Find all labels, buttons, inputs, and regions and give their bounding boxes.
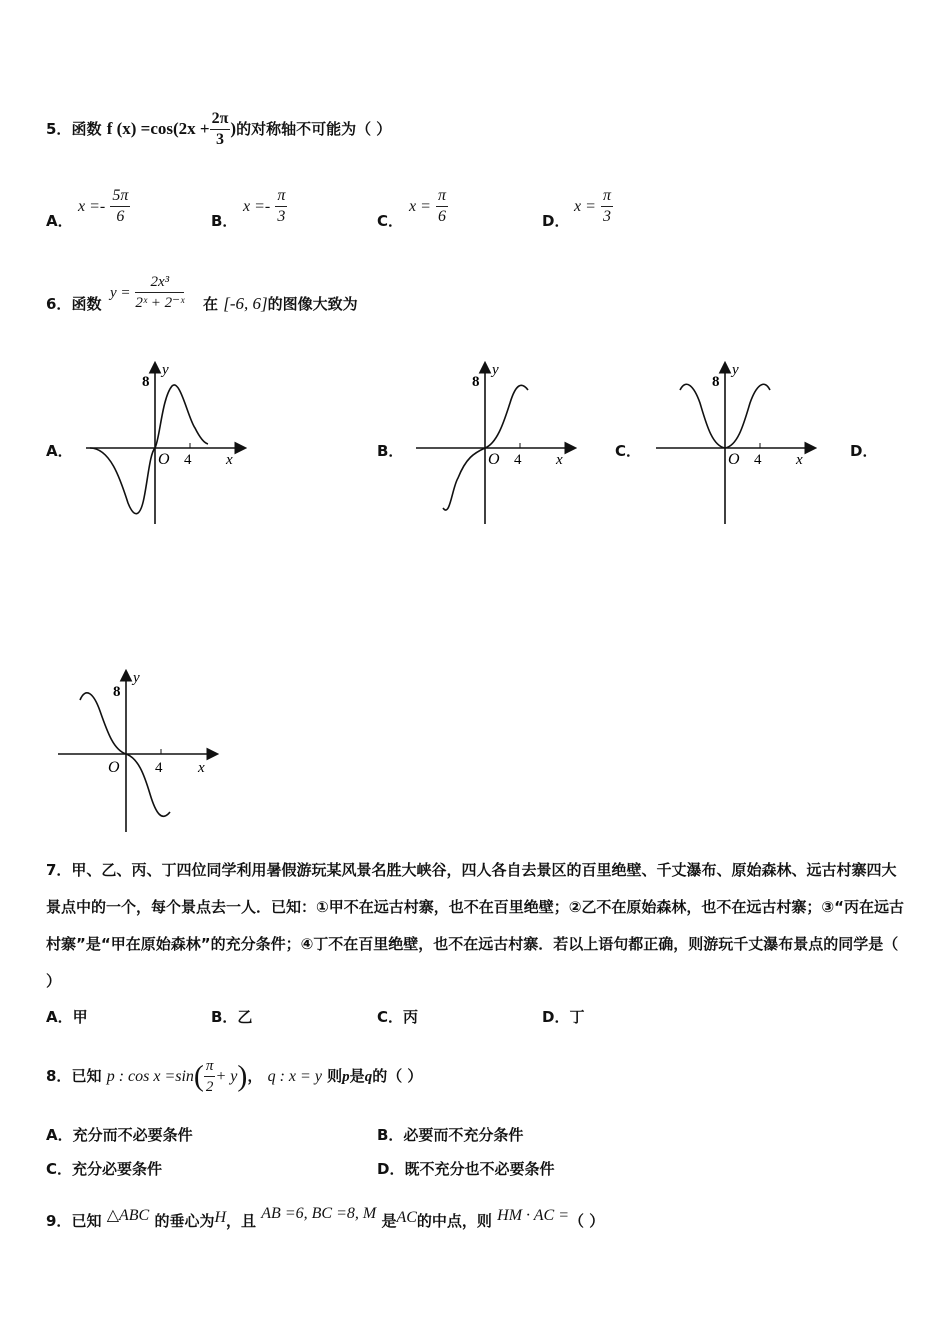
q9-number: 9． — [46, 1212, 72, 1230]
q5-lead: 函数 — [71, 120, 102, 138]
q8-option-d[interactable]: D．既不充分也不必要条件 — [377, 1160, 555, 1178]
q5-option-c-math — [409, 186, 448, 227]
q6-option-a-label: A． — [46, 442, 73, 460]
q5-option-d-frac — [601, 186, 613, 227]
q8-tail1: 则 — [327, 1067, 343, 1085]
q8-fraction — [204, 1056, 216, 1097]
q5-fraction — [210, 109, 231, 150]
q5-option-d-lhs: x = — [574, 198, 596, 215]
q5-option-a-num: 5π — [110, 186, 130, 207]
x-tick-label: 4 — [155, 760, 163, 776]
x-label: x — [198, 760, 205, 776]
q8-tail3: 的（ ） — [372, 1067, 423, 1085]
q9-expr: HM · AC = — [497, 1207, 569, 1224]
q8-q: q — [364, 1069, 373, 1085]
q8-option-c[interactable]: C．充分必要条件 — [46, 1160, 163, 1178]
y-label: y — [162, 362, 169, 378]
q5-option-a-lhs: x =- — [78, 198, 106, 215]
q9-t5: （ ） — [569, 1212, 605, 1230]
q5-option-d-num: π — [601, 186, 613, 207]
q5-option-c-label: C． — [377, 212, 404, 230]
q6-num: 2x³ — [135, 272, 184, 293]
q6-y-eq: y = — [110, 285, 131, 301]
q6-option-a[interactable] — [46, 440, 73, 461]
q6-option-d[interactable] — [850, 440, 877, 461]
q6-option-c[interactable] — [615, 440, 641, 461]
q5-option-c-lhs: x = — [409, 198, 431, 215]
y-tick-label: 8 — [113, 684, 121, 700]
q5-option-d-den: 3 — [603, 208, 611, 225]
q5-option-b-label: B． — [211, 212, 238, 230]
q8-option-a[interactable]: A．充分而不必要条件 — [46, 1126, 193, 1144]
q8-number: 8． — [46, 1067, 72, 1085]
q6-option-b[interactable] — [377, 440, 403, 461]
x-tick-label: 4 — [184, 452, 192, 468]
q5-option-a-frac — [110, 186, 130, 227]
q8-frac-num: π — [204, 1056, 216, 1077]
q5-func-rhs: ) — [230, 119, 237, 138]
q6-stem — [46, 272, 101, 322]
y-label: y — [133, 670, 140, 686]
origin-label: O — [728, 451, 740, 468]
q6-option-d-label: D． — [850, 442, 878, 460]
q8-paren-open: ( — [193, 1059, 204, 1093]
q9-cond: AB =6, BC =8, M — [261, 1205, 377, 1222]
q5-frac-num: 2π — [210, 109, 231, 130]
q5-option-b-lhs: x =- — [243, 198, 271, 215]
q6-tail: 的图像大致为 — [267, 295, 358, 313]
q9-t3: 是 — [381, 1212, 397, 1230]
q7-option-c[interactable]: C．丙 — [377, 1008, 419, 1026]
q7-option-a[interactable]: A．甲 — [46, 1008, 88, 1026]
x-tick-label: 4 — [514, 452, 522, 468]
q6-graph-b[interactable] — [410, 358, 585, 528]
q5-option-a-math — [78, 186, 130, 227]
q9-lead: 已知 — [71, 1212, 102, 1230]
q6-den: 2ˣ + 2⁻ˣ — [135, 295, 185, 311]
q6-lead: 函数 — [71, 295, 102, 313]
q9-t2: ，且 — [226, 1212, 257, 1230]
q5-option-d[interactable] — [542, 186, 569, 230]
y-label: y — [492, 362, 499, 378]
q6-graph-a[interactable] — [80, 358, 255, 528]
q5-option-b-num: π — [275, 186, 287, 207]
q8-lead: 已知 — [71, 1067, 102, 1085]
q5-option-c-num: π — [436, 186, 448, 207]
q8-q-expr: q : x = y — [267, 1068, 322, 1085]
q5-option-c[interactable] — [377, 186, 403, 230]
q5-tail: 的对称轴不可能为（ ） — [236, 120, 392, 138]
y-tick-label: 8 — [142, 374, 150, 390]
q6-option-b-label: B． — [377, 442, 404, 460]
q5-option-b-frac — [275, 186, 287, 227]
q9-stem — [46, 1192, 604, 1232]
q5-option-c-den: 6 — [438, 208, 446, 225]
q5-option-d-math — [574, 186, 613, 227]
q9-t4: 的中点，则 — [416, 1212, 492, 1230]
q5-option-c-frac — [436, 186, 448, 227]
q6-fraction — [135, 272, 184, 313]
q9-triangle: △ABC — [106, 1207, 150, 1224]
q8-p-lhs: p : cos x =sin — [106, 1068, 194, 1085]
q5-option-b-math — [243, 186, 287, 227]
q5-option-a-label: A． — [46, 212, 73, 230]
q9-h: H — [214, 1209, 227, 1226]
q8-tail2: 是 — [349, 1067, 365, 1085]
q5-option-d-label: D． — [542, 212, 570, 230]
q6-number: 6． — [46, 295, 72, 313]
q8-p: p — [342, 1069, 350, 1085]
q5-number: 5． — [46, 120, 72, 138]
curve — [90, 385, 208, 514]
x-label: x — [796, 452, 803, 468]
q5-option-a-den: 6 — [116, 208, 125, 225]
q5-option-b-den: 3 — [277, 208, 286, 225]
q7-stem: 7．甲、乙、丙、丁四位同学利用暑假游玩某风景名胜大峡谷，四人各自去景区的百里绝壁、千丈瀑布、原始森林、远古村寨四大景点中的一个，每个景点去一人．已知：①甲不在远古村寨，也不在百里绝壁；②乙不在原始森林，也不在远古村寨；③“丙在远古村寨”是“甲在原始森林”的充分条件；④丁不在百里绝壁，也不在远古村寨．若以上语句都正确，则游玩千丈瀑布景点的同学是（ ） — [46, 861, 904, 990]
q6-formula — [110, 272, 184, 313]
q8-stem — [46, 1044, 422, 1108]
q9-t1: 的垂心为 — [154, 1212, 215, 1230]
q7-option-d[interactable]: D．丁 — [542, 1008, 585, 1026]
q8-comma: ， — [247, 1067, 263, 1085]
q6-graph-d[interactable] — [52, 666, 227, 836]
y-tick-label: 8 — [712, 374, 720, 390]
x-tick-label: 4 — [754, 452, 762, 468]
q8-p-rhs: + y — [215, 1068, 238, 1085]
q5-option-b[interactable] — [211, 186, 237, 230]
q6-graph-c[interactable] — [650, 358, 825, 528]
q5-func-lhs: f (x) =cos(2x + — [106, 119, 210, 138]
q8-option-b[interactable]: B．必要而不充分条件 — [377, 1126, 524, 1144]
q5-frac-den: 3 — [216, 131, 224, 148]
origin-label: O — [108, 759, 120, 776]
q5-option-a[interactable] — [46, 186, 73, 230]
origin-label: O — [158, 451, 170, 468]
origin-label: O — [488, 451, 500, 468]
q5-stem — [46, 104, 391, 154]
x-label: x — [556, 452, 563, 468]
q8-frac-den: 2 — [205, 1079, 214, 1095]
q8-paren-close: ) — [237, 1059, 248, 1093]
q9-ac: AC — [396, 1209, 417, 1226]
q6-mid: 在 — [203, 295, 219, 313]
x-label: x — [226, 452, 233, 468]
q6-option-c-label: C． — [615, 442, 642, 460]
q7-option-b[interactable]: B．乙 — [211, 1008, 253, 1026]
y-label: y — [732, 362, 739, 378]
y-tick-label: 8 — [472, 374, 480, 390]
q6-stem-tail — [203, 272, 358, 322]
q6-interval: [-6, 6] — [223, 294, 268, 313]
